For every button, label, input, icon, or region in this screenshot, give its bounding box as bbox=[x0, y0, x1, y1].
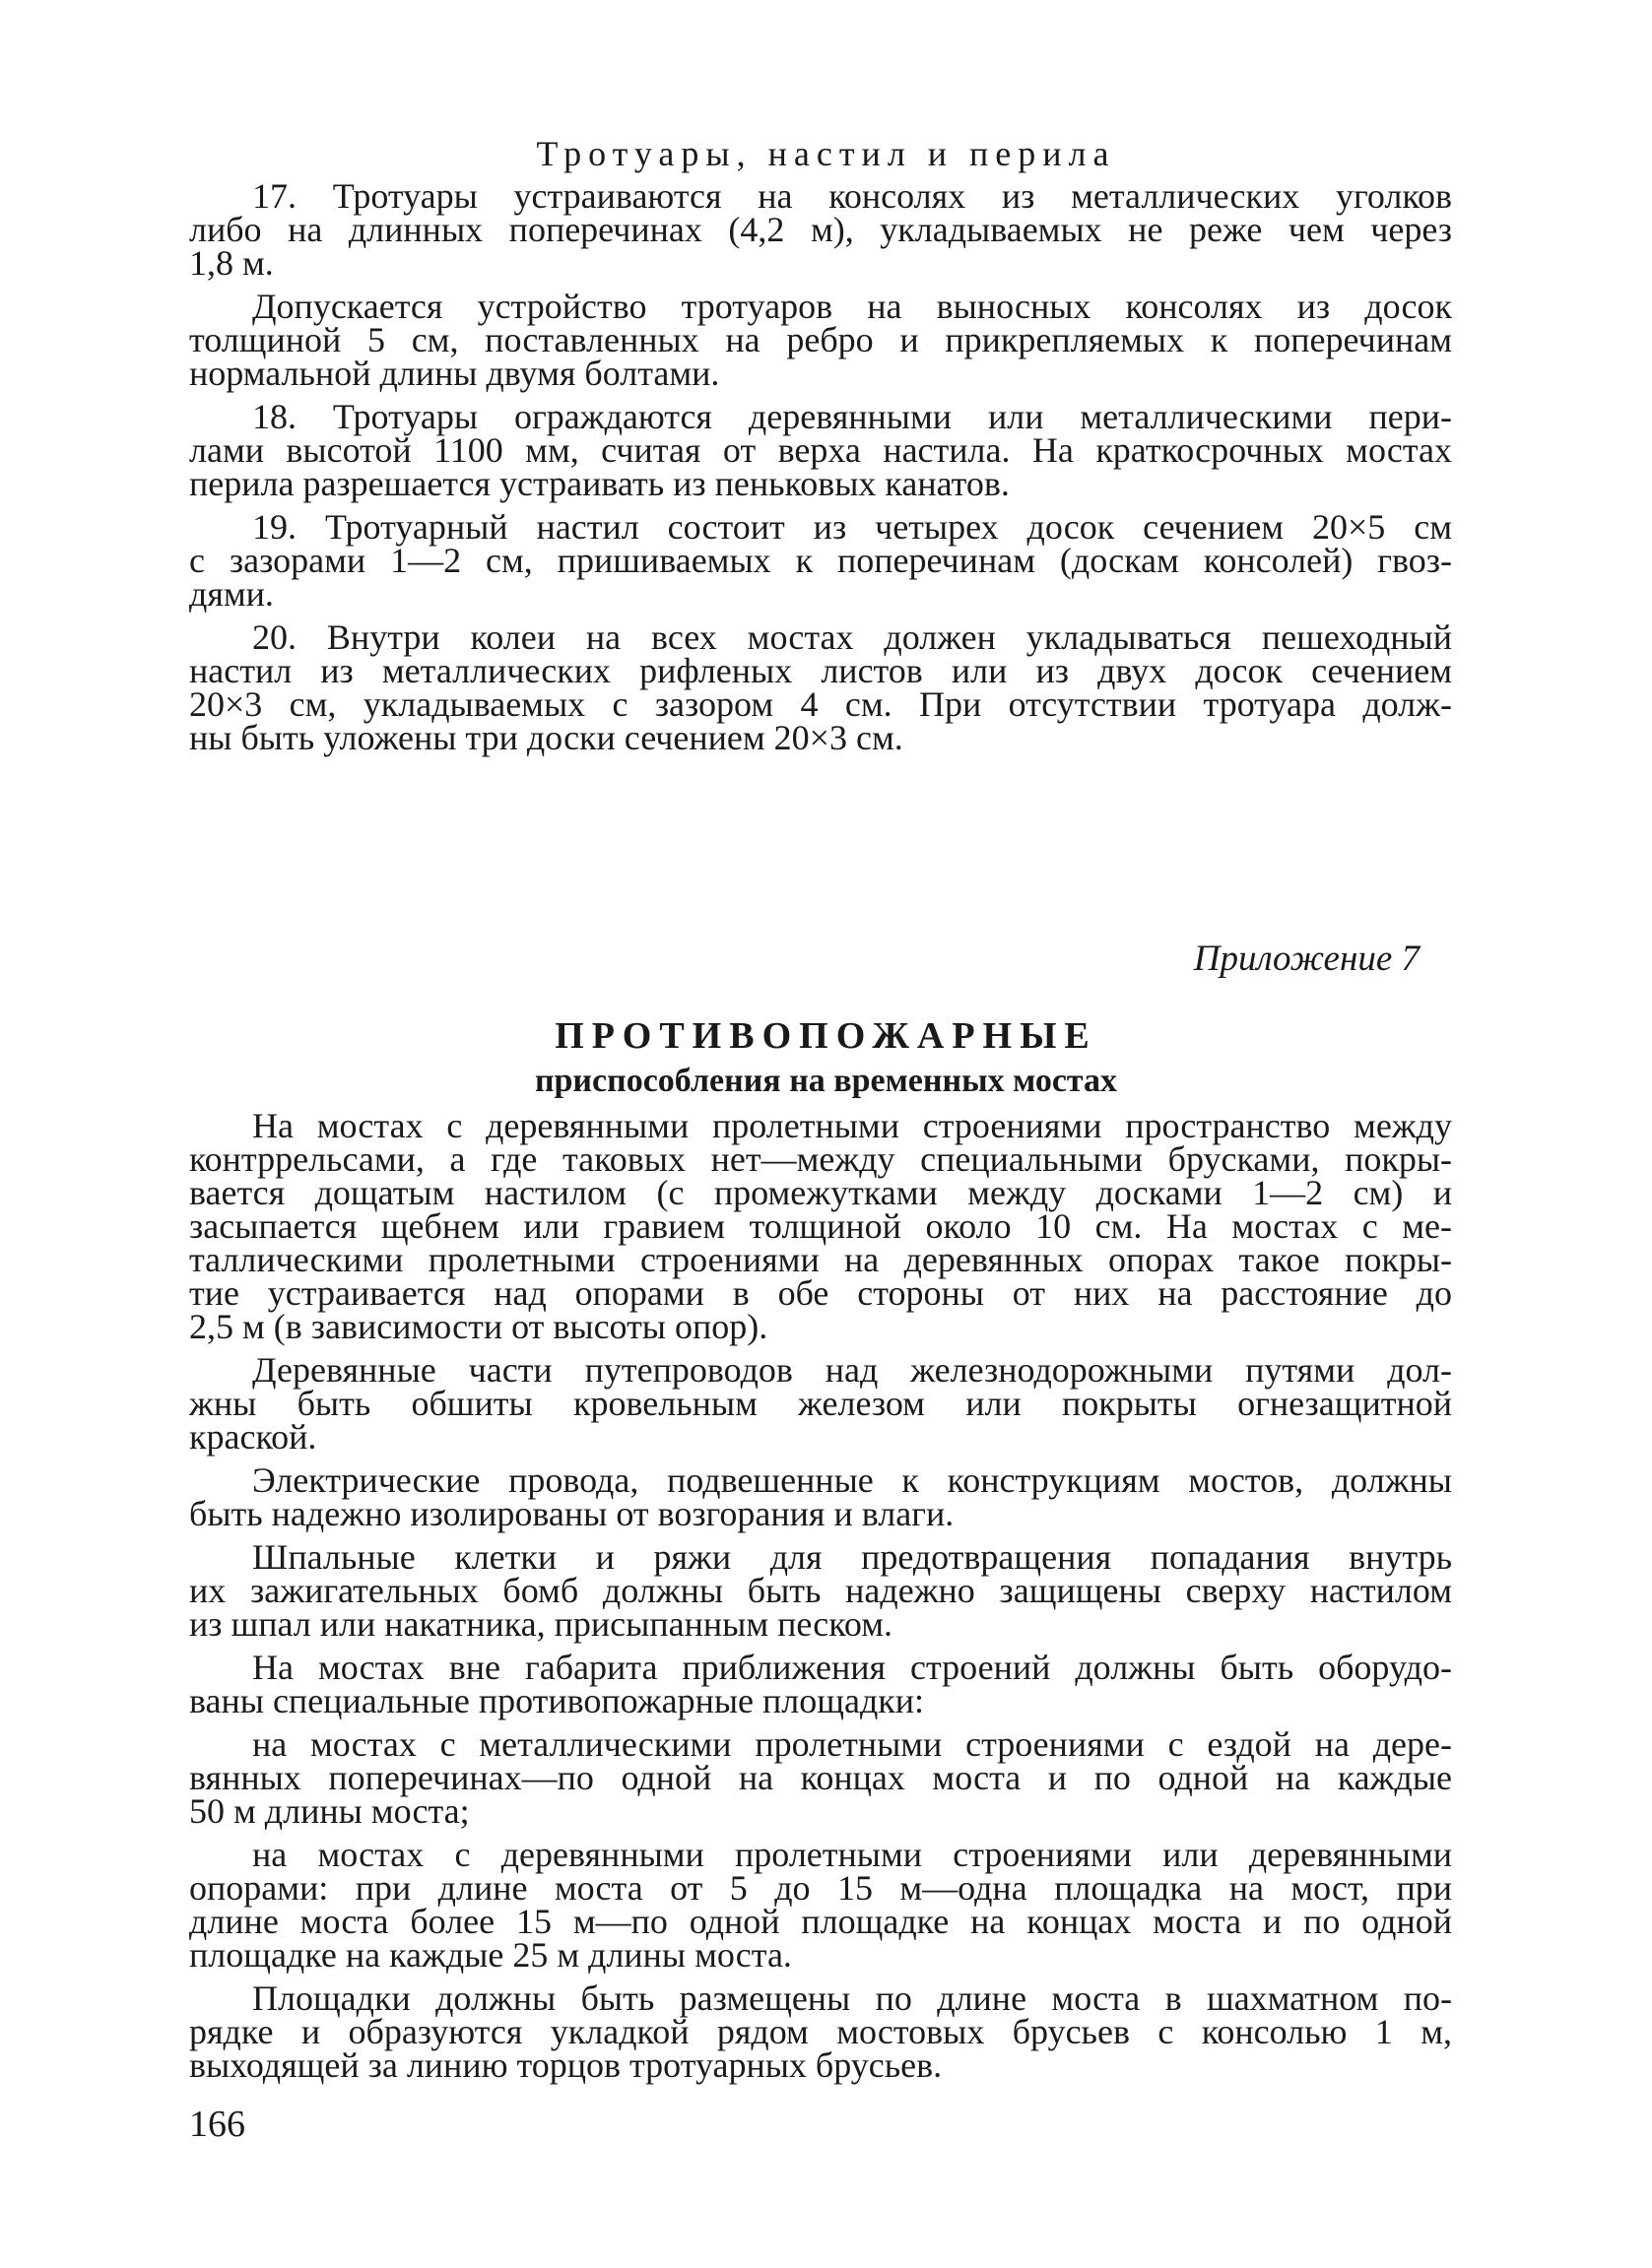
text-line: на мостах с деревянными пролетными строениями или деревянными bbox=[252, 1835, 1452, 1874]
text-line: Допускается устройство тротуаров на выносных консолях из досок bbox=[252, 287, 1452, 326]
section-heading: ПРОТИВОПОЖАРНЫЕ bbox=[555, 1015, 1097, 1057]
paragraph-cribs bbox=[189, 1537, 1452, 1644]
section-title-sidewalks: Тротуары, настил и перила bbox=[536, 134, 1116, 173]
text-line: 1,8 м. bbox=[189, 243, 274, 283]
text-line: на мостах с металлическими пролетными строениями с ездой на дере- bbox=[252, 1724, 1452, 1764]
text-line: 2,5 м (в зависимости от высоты опор). bbox=[189, 1307, 768, 1346]
text-line: тие устраивается над опорами в обе стороны от них на расстояние до bbox=[189, 1273, 1452, 1313]
paragraph-19 bbox=[189, 507, 1452, 614]
text-line: 20×3 см, укладываемых с зазором 4 см. При отсутствии тротуара долж- bbox=[189, 684, 1452, 724]
paragraph-allowed bbox=[189, 287, 1452, 393]
paragraph-wiring bbox=[189, 1460, 1452, 1533]
text-line: дями. bbox=[189, 574, 274, 614]
text-line: нормальной длины двумя болтами. bbox=[189, 354, 720, 393]
text-line: 50 м длины моста; bbox=[189, 1791, 470, 1831]
text-line: 17. Тротуары устраиваются на консолях из металлических уголков bbox=[252, 176, 1452, 216]
section-subheading: приспособления на временных мостах bbox=[534, 1063, 1118, 1099]
paragraph-wooden-spans bbox=[189, 1835, 1452, 1975]
text-line: 18. Тротуары ограждаются деревянными или металлическими пери- bbox=[252, 397, 1452, 436]
appendix-label: Приложение 7 bbox=[1193, 939, 1420, 979]
paragraph-overpasses bbox=[189, 1350, 1452, 1457]
paragraph-metal-spans bbox=[189, 1724, 1452, 1831]
text-line: 19. Тротуарный настил состоит из четырех досок сечением 20×5 см bbox=[252, 507, 1452, 547]
text-line: из шпал или накатника, присыпанным песком. bbox=[189, 1604, 892, 1644]
paragraph-17 bbox=[189, 176, 1452, 283]
text-line: Площадки должны быть размещены по длине моста в шахматном по- bbox=[252, 1978, 1452, 2018]
section2-body bbox=[189, 1106, 1452, 2092]
text-line: либо на длинных поперечинах (4,2 м), укладываемых не реже чем через bbox=[189, 210, 1452, 249]
text-line: На мостах с деревянными пролетными строениями пространство между bbox=[252, 1106, 1452, 1145]
paragraph-placement bbox=[189, 1978, 1452, 2085]
text-line: быть надежно изолированы от возгорания и влаги. bbox=[189, 1494, 955, 1533]
text-line: На мостах вне габарита приближения строений должны быть оборудо- bbox=[252, 1648, 1452, 1687]
text-line: жны быть обшиты кровельным железом или покрыты огнезащитной bbox=[189, 1384, 1452, 1423]
paragraph-decking bbox=[189, 1106, 1452, 1346]
text-line: засыпается щебнем или гравием толщиной около 10 см. На мостах с ме- bbox=[189, 1206, 1452, 1246]
paragraph-platforms bbox=[189, 1648, 1452, 1720]
paragraph-18 bbox=[189, 397, 1452, 503]
page-number: 166 bbox=[189, 2104, 245, 2145]
paragraph-20 bbox=[189, 617, 1452, 757]
text-line: ваны специальные противопожарные площадки: bbox=[189, 1681, 925, 1720]
text-line: Шпальные клетки и ряжи для предотвращения попадания внутрь bbox=[252, 1537, 1452, 1577]
text-line: Деревянные части путепроводов над железнодорожными путями дол- bbox=[252, 1350, 1452, 1390]
text-line: контррельсами, а где таковых нет—между специальными брусками, покры- bbox=[189, 1139, 1452, 1179]
text-line: выходящей за линию торцов тротуарных брусьев. bbox=[189, 2045, 943, 2085]
text-line: настил из металлических рифленых листов или из двух досок сечением bbox=[189, 651, 1452, 690]
text-line: 20. Внутри колеи на всех мостах должен укладываться пешеходный bbox=[252, 617, 1452, 657]
text-line: лами высотой 1100 мм, считая от верха настила. На краткосрочных мостах bbox=[189, 430, 1452, 470]
text-line: ны быть уложены три доски сечением 20×3 см. bbox=[189, 718, 903, 757]
text-line: перила разрешается устраивать из пеньковых канатов. bbox=[189, 464, 1010, 503]
text-line: Электрические провода, подвешенные к конструкциям мостов, должны bbox=[252, 1460, 1452, 1500]
text-line: их зажигательных бомб должны быть надежно защищены сверху настилом bbox=[189, 1571, 1452, 1610]
text-line: вается дощатым настилом (с промежутками между досками 1—2 см) и bbox=[189, 1173, 1452, 1212]
text-line: опорами: при длине моста от 5 до 15 м—одна площадка на мост, при bbox=[189, 1868, 1452, 1908]
text-line: рядке и образуются укладкой рядом мостовых брусьев с консолью 1 м, bbox=[189, 2012, 1452, 2051]
text-line: таллическими пролетными строениями на деревянных опорах такое покры- bbox=[189, 1240, 1452, 1279]
text-line: краской. bbox=[189, 1417, 317, 1457]
text-line: толщиной 5 см, поставленных на ребро и прикрепляемых к поперечинам bbox=[189, 320, 1452, 359]
text-line: с зазорами 1—2 см, пришиваемых к поперечинам (доскам консолей) гвоз- bbox=[189, 541, 1452, 580]
text-line: вянных поперечинах—по одной на концах моста и по одной на каждые bbox=[189, 1758, 1452, 1797]
text-line: длине моста более 15 м—по одной площадке на концах моста и по одной bbox=[189, 1902, 1452, 1941]
text-line: площадке на каждые 25 м длины моста. bbox=[189, 1935, 792, 1975]
section1-body bbox=[189, 176, 1452, 764]
